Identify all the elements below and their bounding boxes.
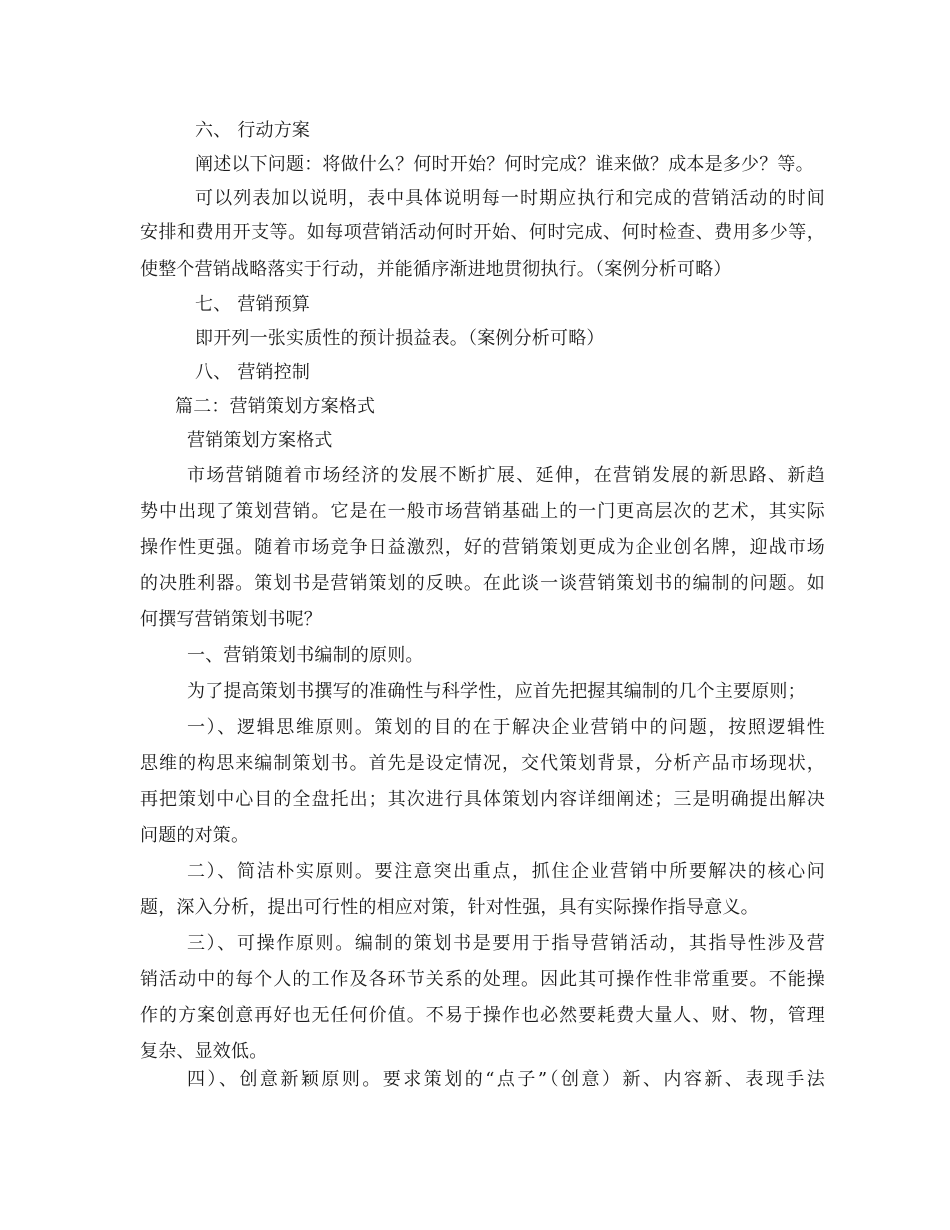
paragraph-line: 的决胜利器。策划书是营销策划的反映。在此谈一谈营销策划书的编制的问题。如 xyxy=(140,573,825,594)
document-title: 营销策划方案格式 xyxy=(187,430,333,451)
paragraph-line: 问题的对策。 xyxy=(140,825,250,846)
paragraph-line: 题，深入分析，提出可行性的相应对策，针对性强，具有实际操作指导意义。 xyxy=(140,897,759,918)
chapter-title: 篇二：营销策划方案格式 xyxy=(175,396,376,417)
paragraph-line: 操作性更强。随着市场竞争日益激烈，好的营销策划更成为企业创名牌，迎战市场 xyxy=(140,537,825,558)
paragraph-line: 二）、简洁朴实原则。要注意突出重点，抓住企业营销中所要解决的核心问 xyxy=(187,861,825,882)
section-heading: 一、营销策划书编制的原则。 xyxy=(187,645,424,666)
paragraph-line: 一）、逻辑思维原则。策划的目的在于解决企业营销中的问题，按照逻辑性 xyxy=(187,717,825,738)
paragraph-line: 安排和费用开支等。如每项营销活动何时开始、何时完成、何时检查、费用多少等， xyxy=(140,222,825,243)
section-heading: 八、 营销控制 xyxy=(195,362,311,383)
paragraph-line: 势中出现了策划营销。它是在一般市场营销基础上的一门更高层次的艺术，其实际 xyxy=(140,501,825,522)
paragraph-line: 思维的构思来编制策划书。首先是设定情况，交代策划背景，分析产品市场现状， xyxy=(140,753,825,774)
section-heading: 六、 行动方案 xyxy=(195,120,311,141)
paragraph-line: 阐述以下问题：将做什么？何时开始？何时完成？谁来做？成本是多少？等。 xyxy=(195,154,814,175)
paragraph-line: 作的方案创意再好也无任何价值。不易于操作也必然要耗费大量人、财、物，管理 xyxy=(140,1005,825,1026)
paragraph-line: 可以列表加以说明，表中具体说明每一时期应执行和完成的营销活动的时间 xyxy=(195,188,825,209)
paragraph-line: 再把策划中心目的全盘托出；其次进行具体策划内容详细阐述；三是明确提出解决 xyxy=(140,789,825,810)
paragraph-line: 销活动中的每个人的工作及各环节关系的处理。因此其可操作性非常重要。不能操 xyxy=(140,969,825,990)
section-heading: 七、 营销预算 xyxy=(195,294,311,315)
paragraph-line: 为了提高策划书撰写的准确性与科学性，应首先把握其编制的几个主要原则； xyxy=(187,681,806,702)
paragraph-line: 使整个营销战略落实于行动，并能循序渐进地贯彻执行。（案例分析可略） xyxy=(140,259,732,280)
paragraph-line: 三）、可操作原则。编制的策划书是要用于指导营销活动，其指导性涉及营 xyxy=(187,933,825,954)
paragraph-line: 何撰写营销策划书呢？ xyxy=(140,609,322,630)
paragraph-line: 四）、创意新颖原则。要求策划的“点子”（创意）新、内容新、表现手法 xyxy=(187,1069,825,1090)
paragraph-line: 即开列一张实质性的预计损益表。（案例分析可略） xyxy=(195,328,605,349)
paragraph-line: 市场营销随着市场经济的发展不断扩展、延伸，在营销发展的新思路、新趋 xyxy=(187,465,825,486)
paragraph-line: 复杂、显效低。 xyxy=(140,1041,268,1062)
